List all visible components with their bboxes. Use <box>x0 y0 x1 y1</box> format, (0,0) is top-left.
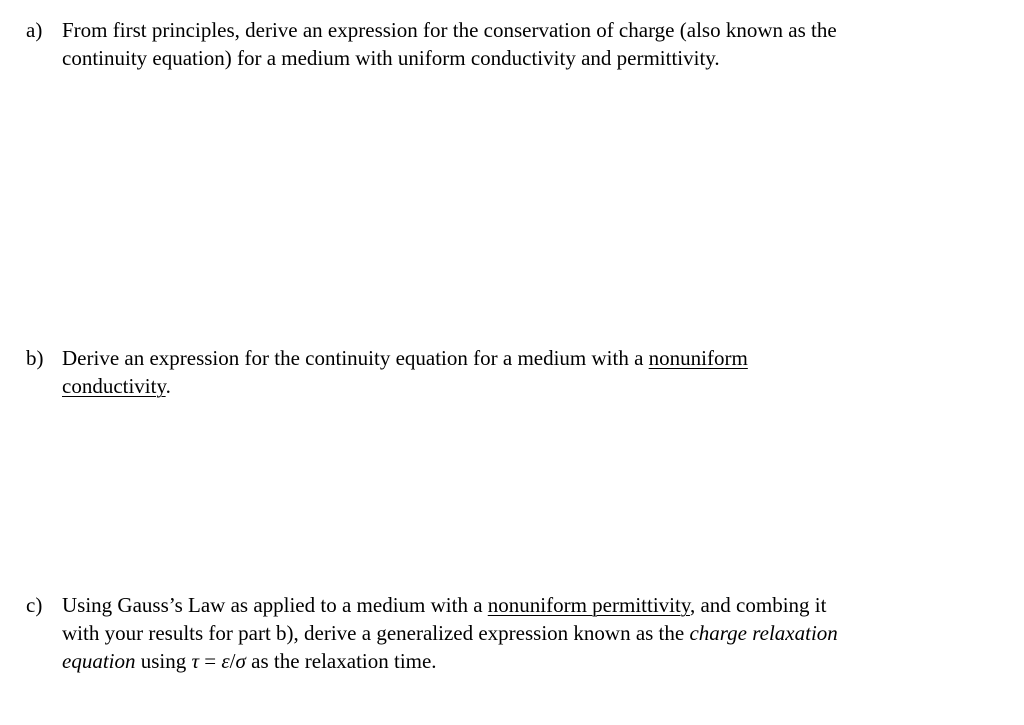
question-b-label: b) <box>26 346 44 370</box>
question-b-underline2: conductivity <box>62 374 166 398</box>
question-a-line1: From first principles, derive an expression for the conservation of charge (also known as the <box>62 18 837 42</box>
question-c-part2: , and combing it <box>689 593 827 617</box>
question-c-text <box>62 591 986 675</box>
question-c-part1: Using Gauss’s Law as applied to a medium with a <box>62 593 488 617</box>
question-c-italic-term1: charge relaxation <box>689 621 838 645</box>
question-c-underline: nonuniform permittivity <box>487 593 690 617</box>
question-c-line3-part1: using <box>135 649 192 673</box>
math-equals: = <box>199 649 222 673</box>
question-c-line2-part1: with your results for part b), derive a generalized expression known as the <box>62 621 690 645</box>
question-a <box>26 16 986 72</box>
math-slash: / <box>229 649 236 673</box>
question-b <box>26 344 986 400</box>
question-a-label: a) <box>26 18 43 42</box>
question-b-text <box>62 344 986 400</box>
relaxation-time-formula <box>192 649 246 673</box>
question-b-part2: . <box>165 374 171 398</box>
math-sigma: σ <box>235 649 246 673</box>
question-c-line3-part2: as the relaxation time. <box>245 649 437 673</box>
question-a-text <box>62 16 986 72</box>
question-c <box>26 591 986 675</box>
question-b-part1: Derive an expression for the continuity equation for a medium with a <box>62 346 649 370</box>
question-a-line2: continuity equation) for a medium with uniform conductivity and permittivity. <box>62 46 720 70</box>
math-tau: τ <box>191 649 200 673</box>
question-c-label: c) <box>26 593 43 617</box>
question-c-italic-term2: equation <box>62 649 136 673</box>
math-epsilon: ε <box>221 649 230 673</box>
question-b-underline1: nonuniform <box>648 346 748 370</box>
